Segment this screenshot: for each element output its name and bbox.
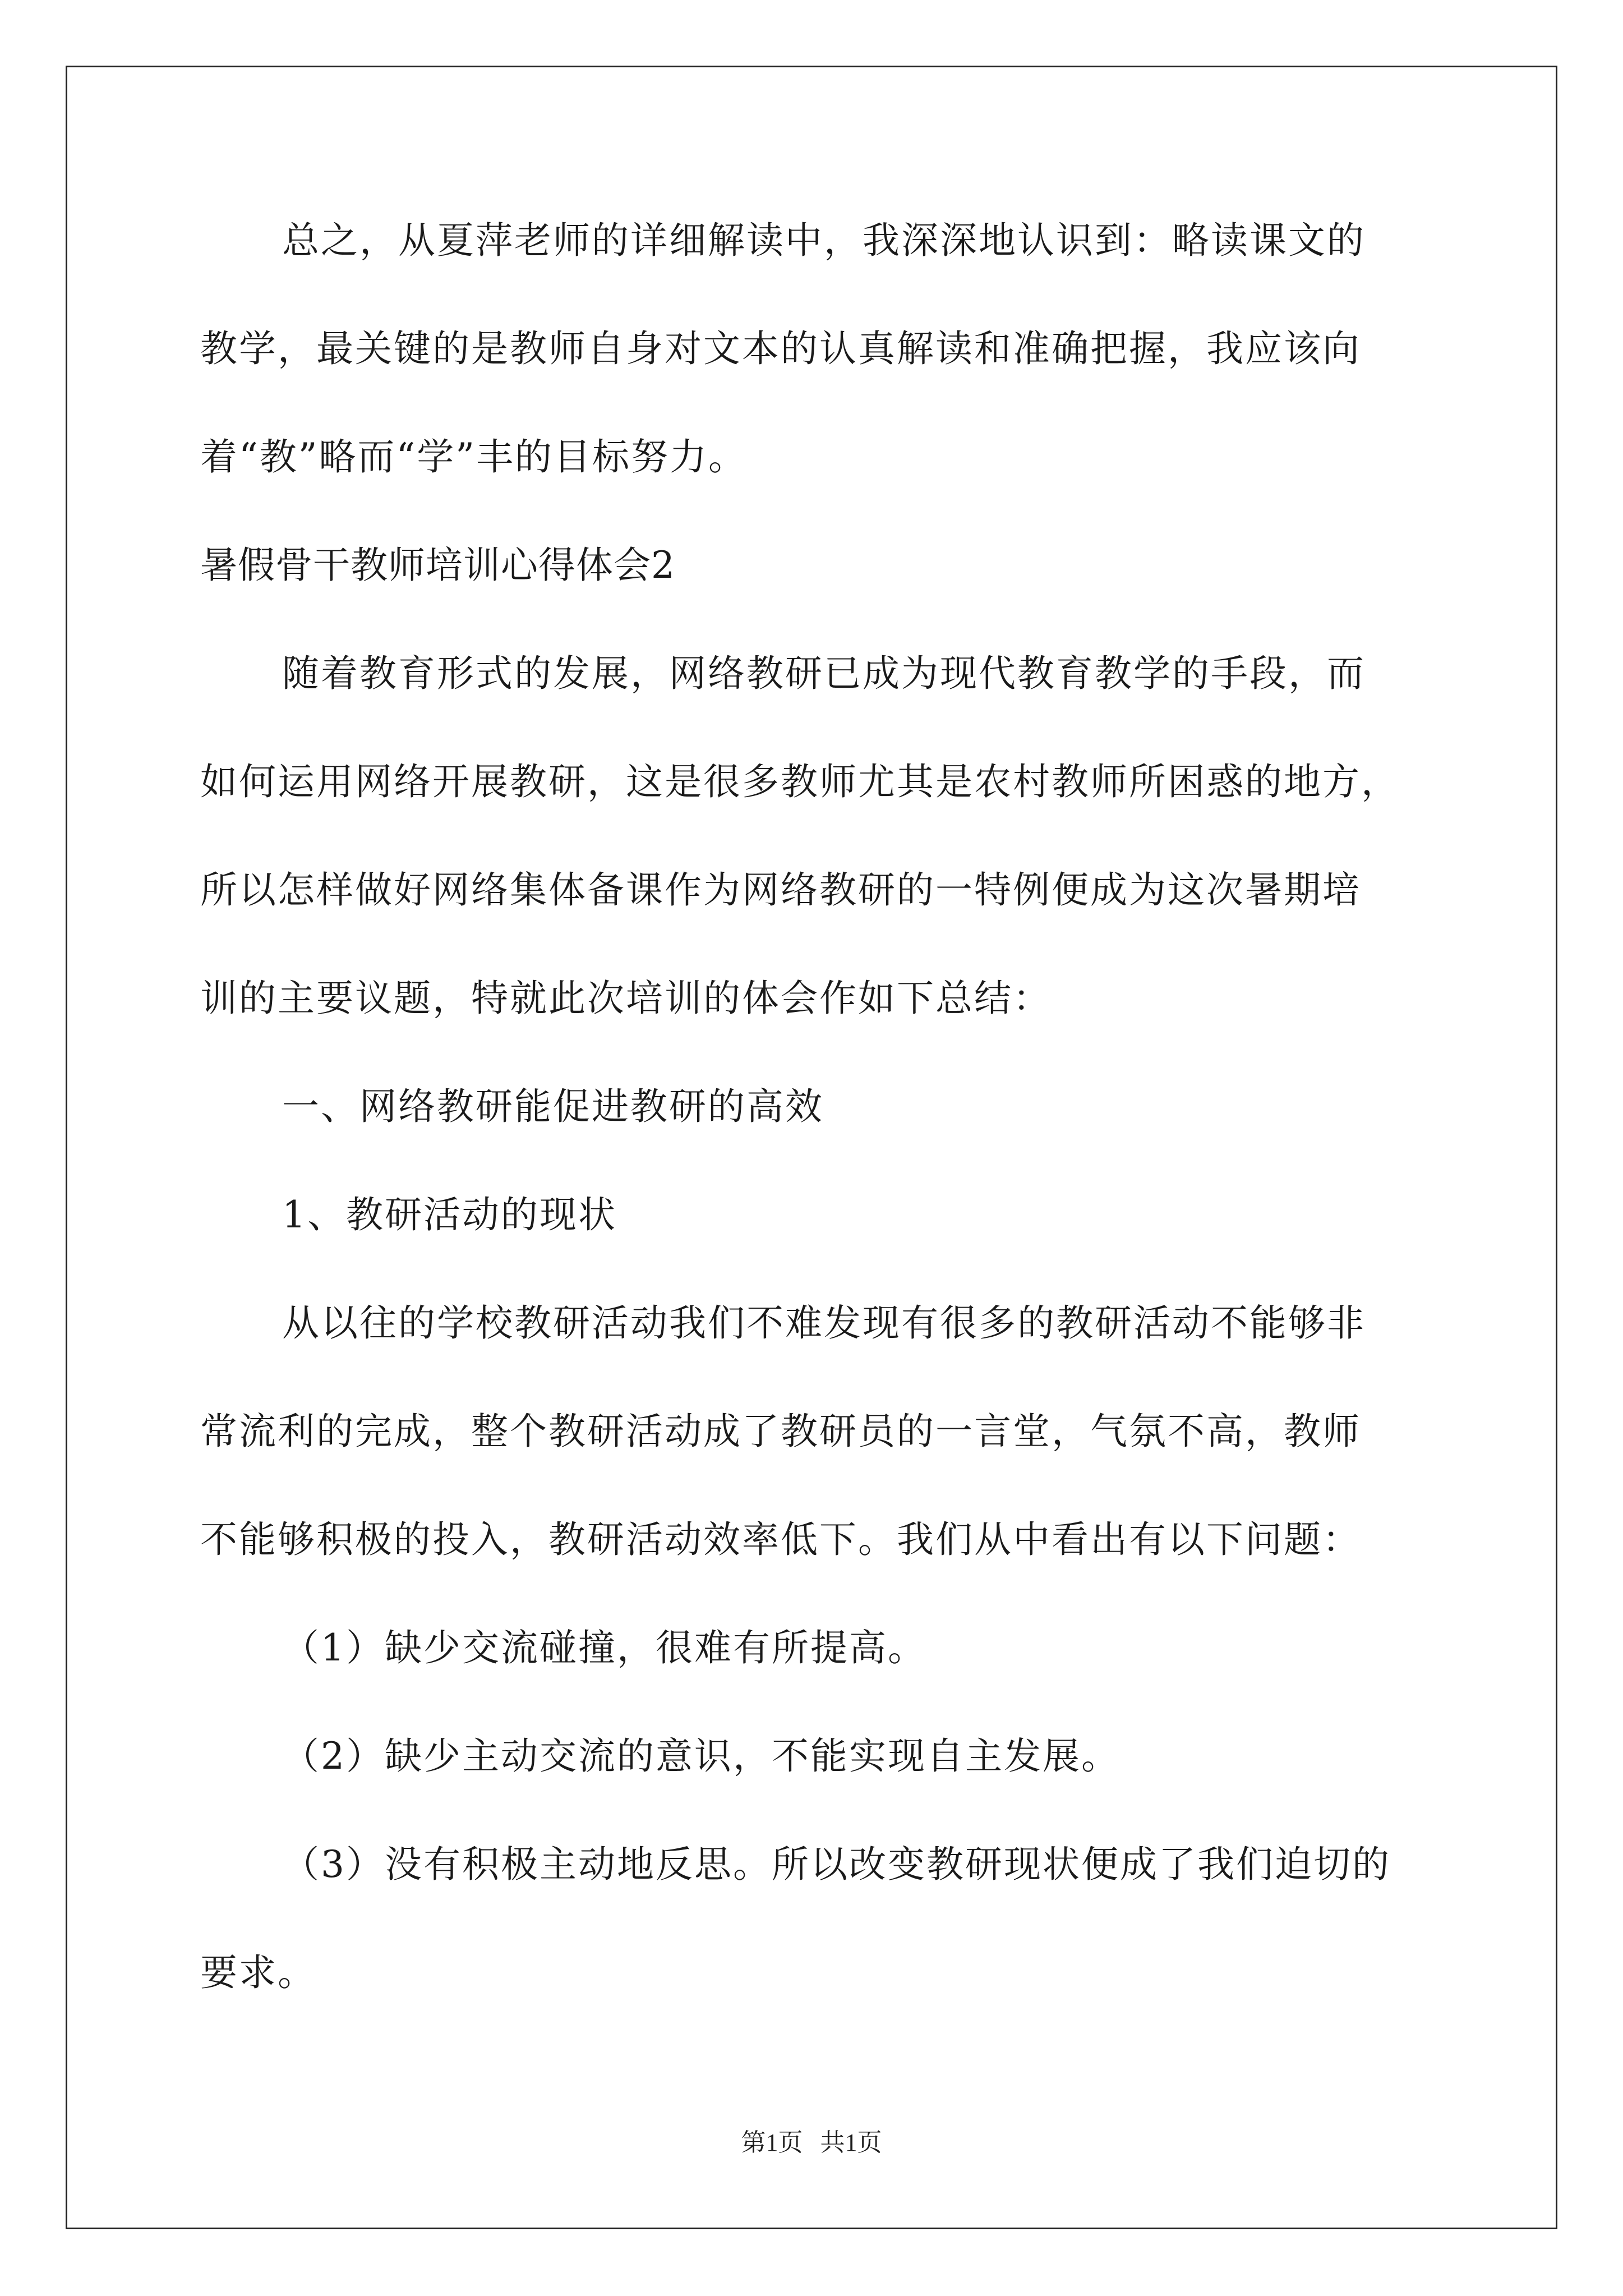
- subheading-line: 一、网络教研能促进教研的高效: [282, 1085, 824, 1128]
- paragraph-line: 着“教”略而“学”丰的目标努力。: [200, 435, 747, 478]
- section-heading: 暑假骨干教师培训心得体会2: [200, 544, 675, 587]
- page-footer: [0, 2126, 1623, 2160]
- paragraph-line: 教学，最关键的是教师自身对文本的认真解读和准确把握，我应该向: [200, 327, 1361, 370]
- paragraph-line: 要求。: [200, 1951, 316, 1994]
- subheading-line: 1、教研活动的现状: [282, 1193, 617, 1236]
- paragraph-line: 常流利的完成，整个教研活动成了教研员的一言堂，气氛不高，教师: [200, 1410, 1361, 1453]
- list-item: （2）缺少主动交流的意识，不能实现自主发展。: [282, 1734, 1120, 1778]
- paragraph-line: 不能够积极的投入，教研活动效率低下。我们从中看出有以下问题：: [200, 1518, 1361, 1561]
- paragraph-line: 如何运用网络开展教研，这是很多教师尤其是农村教师所困惑的地方，: [200, 760, 1400, 803]
- list-item: （1）缺少交流碰撞，很难有所提高。: [282, 1626, 926, 1669]
- page-number-current: 第1页: [741, 2129, 803, 2156]
- document-body: [200, 213, 1434, 2054]
- paragraph-line: 随着教育形式的发展，网络教研已成为现代教育教学的手段，而: [282, 652, 1366, 695]
- paragraph-line: 从以往的学校教研活动我们不难发现有很多的教研活动不能够非: [282, 1301, 1366, 1345]
- paragraph-line: 训的主要议题，特就此次培训的体会作如下总结：: [200, 977, 1052, 1020]
- list-item: （3）没有积极主动地反思。所以改变教研现状便成了我们迫切的: [282, 1843, 1391, 1886]
- paragraph-line: 所以怎样做好网络集体备课作为网络教研的一特例便成为这次暑期培: [200, 868, 1361, 912]
- page-number-total: 共1页: [820, 2129, 882, 2156]
- paragraph-line: 总之，从夏萍老师的详细解读中，我深深地认识到：略读课文的: [282, 219, 1366, 262]
